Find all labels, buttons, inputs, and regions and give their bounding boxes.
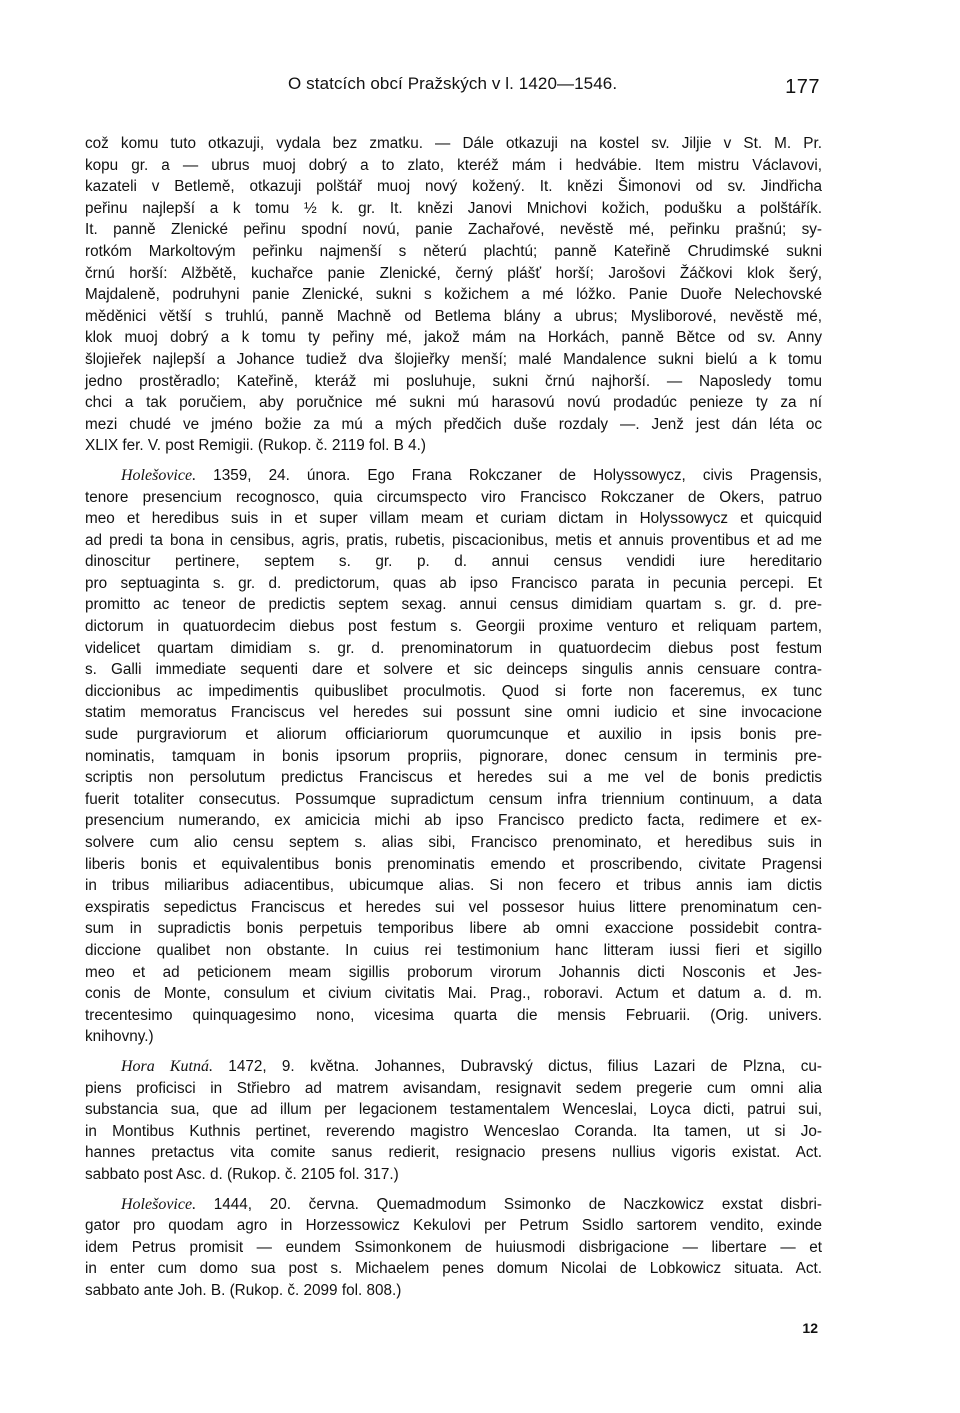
entry-text: 1472, 9. května. Johannes, Dubravský dictus, filius Lazari de Plzna, cu- xyxy=(212,1057,822,1075)
text-line: promitto ac teneor de predictis septem sexag. annui census dimidiam quartam s. gr. d. pre- xyxy=(85,596,822,614)
text-line: nominatis, tamquam in bonis ipsorum propriis, pignorare, donec censum in terminis pre- xyxy=(85,747,822,765)
text-line: exspiratis sepedictus Franciscus et heredes sui vel possesor huius littere prenominatum cen- xyxy=(85,898,822,916)
text-line: in enter cum domo sua post s. Michaelem penes domum Nicolai de Lobkowicz situata. Act. xyxy=(85,1260,822,1278)
sheet-signature-mark: 12 xyxy=(802,1320,818,1336)
entry-holesovice-1359 xyxy=(85,465,822,1048)
entry-first-line xyxy=(85,1194,822,1216)
text-line: kazateli v Betlemě, otkazuji polštář muoj nový kožený. It. knězi Šimonovi od sv. Jindřicha xyxy=(85,178,822,196)
running-head: O statcích obcí Pražských v l. 1420—1546. xyxy=(288,74,618,93)
place-name: Holešovice. xyxy=(121,466,197,484)
text-line: šlojieřek najlepší a Johance tudiež dva šlojieřky menší; malé Mandalence sukni bielú a k tomu xyxy=(85,350,822,368)
text-line: sabbato post Asc. d. (Rukop. č. 2105 fol. 317.) xyxy=(85,1165,399,1183)
text-line: mezi chudé ve jméno božie za mú a mých předčich duše rozdaly —. Jenž jest dán léta oc xyxy=(85,415,822,433)
text-line: meo et heredibus suis in et super villam meam et curiam dictam in Holyssowycz et quicquid xyxy=(85,510,822,528)
book-page xyxy=(85,66,822,1366)
text-line: sum in supradictis bonis perpetuis temporibus libere ab omni exaccione possidebit contra- xyxy=(85,920,822,938)
text-line: It. panně Zlenické peřinu spodní novú, panie Zachařové, nevěstě mé, peřinku prašnú; sy- xyxy=(85,221,822,239)
entry-hora-kutna-1472 xyxy=(85,1056,822,1186)
place-name: Holešovice. xyxy=(121,1195,197,1213)
text-line: meo et ad peticionem meam sigillis proborum virorum Johannis dicti Nosconis et Jes- xyxy=(85,963,822,981)
text-line: peřinu najlepší a k tomu ½ k. gr. It. knězi Janovi Mnichovi kožich, podušku a polštářík. xyxy=(85,199,822,217)
text-line: ad predi ta bona in censibus, agris, pratis, rubetis, piscacionibus, metis et annuis proventibus et ad me dinoscitur pertinere, septem s. gr. p. d. annui census vendidi iure hereditario xyxy=(85,531,822,571)
text-line: chci a tak poručiem, aby poručnice mé sukni mú harasovú novú prodadúc penieze ty za ní xyxy=(85,394,822,412)
text-line: rotkóm Markoltovým peřinku najmenší s něterú plachtú; panně Kateřině Chrudimské sukni xyxy=(85,242,822,260)
text-line: trecentesimo quinquagesimo nono, vicesima quarta die mensis Februarii. (Orig. univers. xyxy=(85,1006,822,1024)
text-line: črnú horší: Alžbětě, kuchařce panie Zlenické, černý plášť horší; Jarošovi Žáčkovi klok šerý, xyxy=(85,264,822,282)
text-line: diccione qualibet non obstante. In cuius rei testimonium hanc litteram iussi fieri et sigillo xyxy=(85,941,822,959)
text-line: knihovny.) xyxy=(85,1028,154,1046)
text-line: in Montibus Kuthnis pertinet, reverendo magistro Wenceslao Coranda. Ita tamen, ut si Jo- xyxy=(85,1122,822,1140)
text-line: kopu gr. a — ubrus muoj dobrý a to zlato, kteréž mám i hedvábie. Item mistru Václavovi, xyxy=(85,156,822,174)
text-line: videlicet quartam dimidiam s. gr. d. prenominatorum in quatuordecim diebus post festum xyxy=(85,639,822,657)
text-line: gator pro quodam agro in Horzessowicz Kekulovi per Petrum Ssidlo sartorem vendito, exinde xyxy=(85,1217,822,1235)
text-line: scriptis non persolutum predictus Franciscus et heredes sui a me vel de bonis predictis xyxy=(85,769,822,787)
text-line: sabbato ante Joh. B. (Rukop. č. 2099 fol. 808.) xyxy=(85,1281,402,1299)
text-line: statim memoratus Franciscus vel heredes sui possunt sine omni iudicio et sine invocacione xyxy=(85,704,822,722)
text-line: pro septuaginta s. gr. d. predictorum, quas ab ipso Francisco parata in pecunia percepi. Et xyxy=(85,574,822,592)
entry-text: 1359, 24. února. Ego Frana Rokczaner de Holyssowycz, civis Pragensis, xyxy=(196,466,822,484)
entry-horesovice-1444 xyxy=(85,1194,822,1302)
text-line: diccionibus ac impedimentis quibuslibet proculmotis. Quod si forte non faceremus, ex tunc xyxy=(85,682,822,700)
text-line: tenore presencium recognosco, quia circumspecto viro Francisco Rokczaner de Okers, patruo xyxy=(85,488,822,506)
entry-first-line xyxy=(85,465,822,487)
text-line: XLIX fer. V. post Remigii. (Rukop. č. 2119 fol. B 4.) xyxy=(85,437,426,455)
text-line: presencium numerando, ex amicicia michi ab ipso Francisco predicto facta, redimere et ex- xyxy=(85,812,822,830)
page-body xyxy=(85,133,822,1301)
page-number: 177 xyxy=(785,76,820,98)
text-line: sude purgraviorum et aliorum officiariorum quorumcunque et auxilio in ipsis bonis pre- xyxy=(85,726,822,744)
entry-text: 1444, 20. června. Quemadmodum Ssimonko de Naczkowicz exstat disbri- xyxy=(196,1195,822,1213)
text-line: hannes pretactus vita comite sanus redierit, resignacio presens nullius vigoris existat. Act. xyxy=(85,1144,822,1162)
entry-first-line xyxy=(85,1056,822,1078)
text-line: s. Galli immediate sequenti dare et solvere et sic deinceps singulis annis censuare contra- xyxy=(85,661,822,679)
text-line: dictorum in quatuordecim diebus post festum s. Georgii proxime venturo et reliquam partem, xyxy=(85,618,822,636)
text-line: solvere cum alio censu septem s. alias sibi, Francisco prenominato, et heredibus suis in xyxy=(85,834,822,851)
text-line: in tribus miliaribus adiacentibus, ubicumque alias. Si non fecero et tribus annis iam dictis xyxy=(85,877,822,895)
place-name: Hora Kutná. xyxy=(121,1057,213,1075)
text-line: fuerit totaliter consecutus. Possumque supradictum censum infra triennium continuum, a data xyxy=(85,790,822,808)
text-line: jedno prostěradlo; Kateřině, kteráž mi posluhuje, sukni črnú najhorší. — Naposledy tomu xyxy=(85,372,822,390)
paragraph-testament xyxy=(85,133,822,457)
text-line: piens proficisci in Střiebro ad matrem avisandam, resignavit sedem pregerie cum omni alia xyxy=(85,1079,822,1097)
text-line: což komu tuto otkazuji, vydala bez zmatku. — Dále otkazuji na kostel sv. Jiljie v St. M. Pr. xyxy=(85,135,822,152)
text-line: liberis bonis et equivalentibus bonis prenominatis emendo et proscribendo, civitate Pragensi xyxy=(85,855,822,873)
text-line: Majdaleně, podruhyni panie Zlenické, sukni s kožichem a mé lóžko. Panie Duoře Nelechovské xyxy=(85,286,822,304)
text-line: substancia sua, que ad illum per legacionem testamentalem Wenceslai, Loyca dicti, patrui sui, xyxy=(85,1101,822,1119)
text-line: idem Petrus promisit — eundem Ssimonkonem de huiusmodi disbrigacione — libertare — et xyxy=(85,1238,822,1256)
text-line: měděnici větší s truhlú, panně Machně od Betlema blány a ubrus; Mysliborové, nevěstě mé, xyxy=(85,307,822,325)
text-line: klok muoj dobrý a k tomu ty peřiny mé, jakož mám na Horkách, panně Bětce od sv. Anny xyxy=(85,329,822,347)
page-header xyxy=(85,66,822,106)
text-line: conis de Monte, consulum et civium civitatis Mai. Prag., roboravi. Actum et datum a. d. m. xyxy=(85,985,822,1003)
